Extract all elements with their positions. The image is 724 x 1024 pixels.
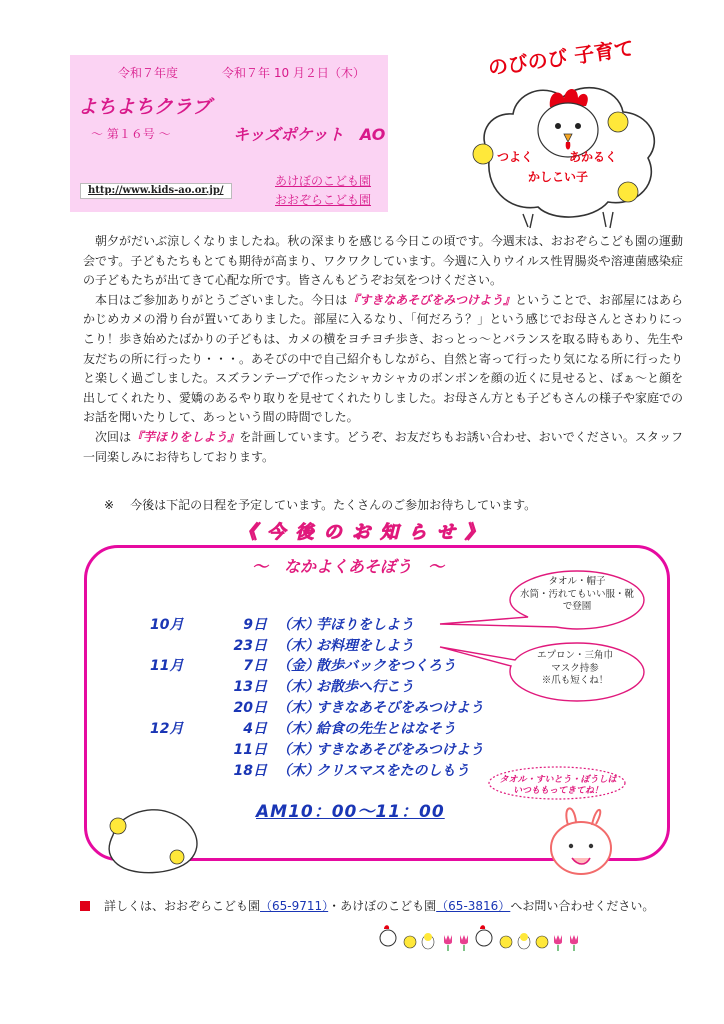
towel-note: タオル・すいとう・ぼうしは いつももってきてね！ xyxy=(499,775,617,796)
decorative-border-row xyxy=(376,918,588,952)
logo-tag-strong: つよく xyxy=(497,150,534,164)
schedule-subtitle: ～ なかよくあそぼう ～ xyxy=(252,557,445,576)
chicken-icon xyxy=(476,925,492,946)
tulip-icon xyxy=(554,935,562,951)
chicken-icon xyxy=(380,925,396,946)
next-activity-title: 『芋ほりをしよう』 xyxy=(131,429,240,444)
publication-name: キッズポケット AO xyxy=(233,125,386,144)
paragraph-2: 本日はご参加ありがとうございました。今日は『すきなあそびをみつけよう』ということで、お部屋にはあらかじめカメの滑り台が置いてありました。部屋に入るなり、「何だろう？」という感じでお母さんとさわりにっこり！歩き始めたばかりの子どもは、カメの横をヨチヨチ歩き、おっとっ～とバランスを取る時もあり、先生や友だちの所に行ったり・・・。あそびの中で自己紹介もしながら、自然と寄って行ったり気になる所に行ったりと楽しく過ごしました。スズランテープで作ったシャカシャカのボンボンを顔の近くに見せると、ばぁ～と顔を出してくれたり、愛嬌のあるやり取りを見せてくれたりしました。お母さん方とも子どもさんの様子や家庭でのお話を聞いたりして、あっという間の時間でした。 xyxy=(83,292,684,425)
fiscal-year: 令和７年度 xyxy=(118,66,179,80)
callout-2-text: エプロン・三角巾 マスク持参 ※爪も短くね！ xyxy=(536,650,613,686)
issue-number: ～ 第１６号 ～ xyxy=(91,127,171,141)
schedule-note: ※ 今後は下記の日程を予定しています。たくさんのご参加お待ちしています。 xyxy=(104,498,537,512)
bunny-face-icon xyxy=(551,822,611,874)
session-time: AM10：00～11：00 xyxy=(256,802,445,822)
chick-icon xyxy=(536,936,548,948)
tulip-icon xyxy=(444,935,452,951)
logo-tag-smart: かしこい子 xyxy=(528,170,589,184)
chick-icon xyxy=(404,936,416,948)
issue-date: 令和７年 10 月２日（木） xyxy=(222,66,365,80)
activity-title: 『すきなあそびをみつけよう』 xyxy=(347,292,516,307)
chick-icon xyxy=(110,818,126,834)
school-link-akebono[interactable]: あけぼのこども園 xyxy=(275,174,372,188)
website-link[interactable]: http://www.kids-ao.or.jp/ xyxy=(80,183,232,199)
tulip-icon xyxy=(570,935,578,951)
tulip-icon xyxy=(460,935,468,951)
logo-tag-bright: あかるく xyxy=(569,150,618,164)
club-name: よちよちクラブ xyxy=(78,96,212,118)
contact-footer: 詳しくは、おおぞらこども園（65-9711）・あけぼのこども園（65-3816）へお問い合わせください。 xyxy=(80,897,654,914)
notice-title: 《 今 後 の お 知 ら せ 》 xyxy=(238,522,486,543)
egg-icon xyxy=(518,933,530,949)
phone-akebono[interactable]: （65-3816） xyxy=(436,899,511,913)
paragraph-3: 次回は『芋ほりをしよう』を計画しています。どうぞ、お友だちもお誘い合わせ、おいでください。スタッフ一同楽しみにお待ちしております。 xyxy=(83,429,683,464)
school-link-ozora[interactable]: おおぞらこども園 xyxy=(275,193,372,207)
logo-title: のびのび 子育て xyxy=(486,35,636,81)
phone-ozora[interactable]: （65-9711） xyxy=(260,899,329,913)
paragraph-1: 朝夕がだいぶ涼しくなりましたね。秋の深まりを感じる今日この頃です。今週末は、おおぞらこども園の運動会です。子どもたちもとても期待が高まり、ワクワクしています。今週に入りウイルス性胃腸炎や溶連菌感染症の子どもたちが出てきて心配な所です。皆さんもどうぞお気をつけください。 xyxy=(83,234,683,288)
egg-icon xyxy=(422,933,434,949)
chick-icon xyxy=(500,936,512,948)
square-bullet-icon xyxy=(80,901,90,911)
chick-icon xyxy=(170,850,184,864)
callout-1-text: タオル・帽子 水筒・汚れてもいい服・靴で登園 xyxy=(519,576,634,612)
